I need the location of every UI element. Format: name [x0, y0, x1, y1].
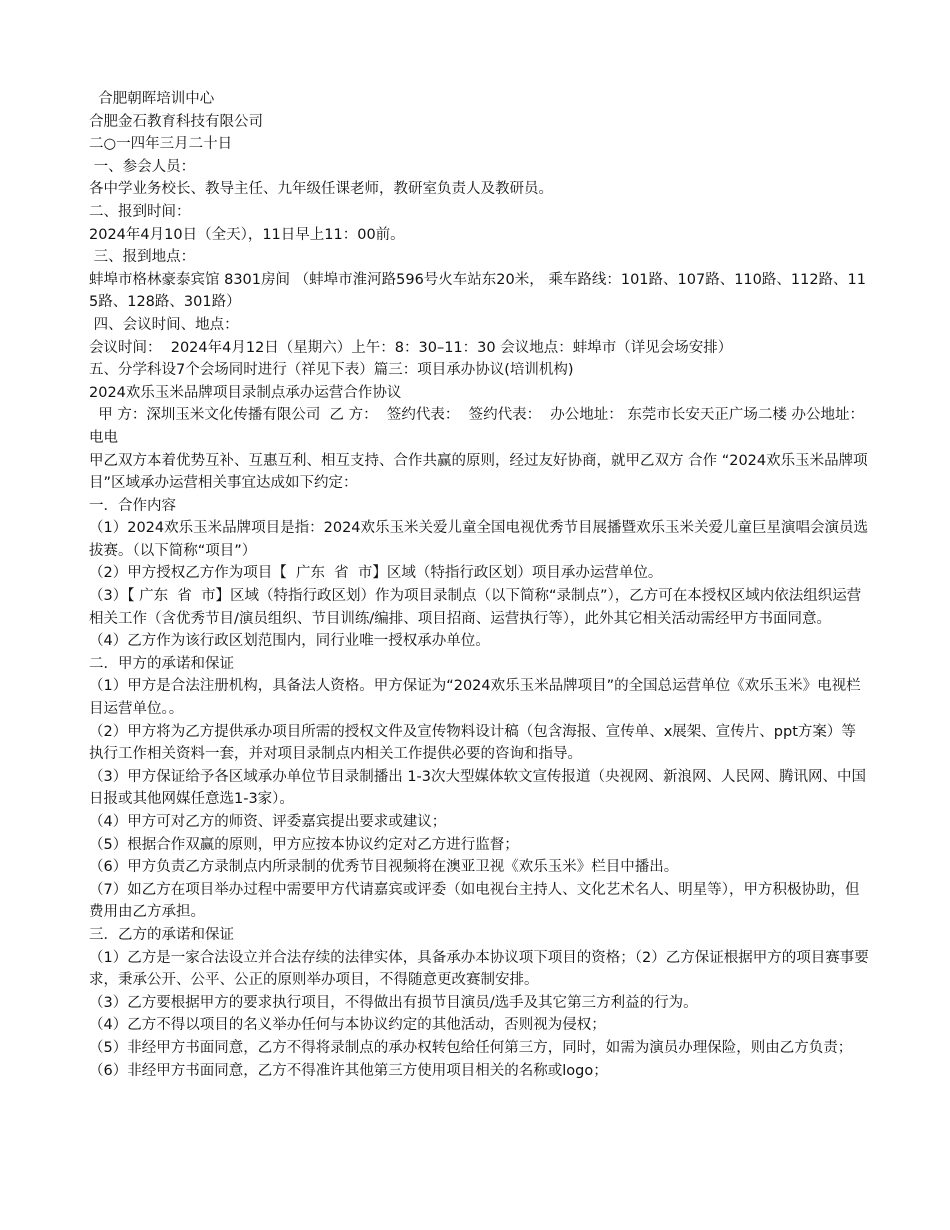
- section-heading: 一、参会人员：: [89, 158, 196, 175]
- clause-heading: 三．乙方的承诺和保证: [89, 926, 234, 943]
- paragraph: 甲乙双方本着优势互补、互惠互利、相互支持、合作共赢的原则，经过友好协商，就甲乙双方 合作 “2024欢乐玉米品牌项目”区域承办运营相关事宜达成如下约定：: [89, 452, 868, 492]
- document-body: [89, 88, 869, 1082]
- paragraph: 会议时间： 2024年4月12日（星期六）上午：8：30–11：30 会议地点：蚌埠市（详见会场安排）: [89, 339, 733, 356]
- clause-item: （1）2024欢乐玉米品牌项目是指：2024欢乐玉米关爱儿童全国电视优秀节目展播暨欢乐玉米关爱儿童巨星演唱会演员选拔赛。（以下简称“项目”）: [89, 520, 869, 559]
- parties-line: 甲 方：深圳玉米文化传播有限公司 乙 方： 签约代表： 签约代表： 办公地址： 东莞市长安天正广场二楼 办公地址：电电: [89, 407, 865, 446]
- agreement-title: 2024欢乐玉米品牌项目录制点承办运营合作协议: [89, 384, 402, 401]
- clause-item: （1）甲方是合法注册机构，具备法人资格。甲方保证为“2024欢乐玉米品牌项目”的全国总运营单位《欢乐玉米》电视栏目运营单位。。: [89, 678, 861, 718]
- clause-item: （1）乙方是一家合法设立并合法存续的法律实体，具备承办本协议项下项目的资格；（2）乙方保证根据甲方的项目赛事要求，秉承公开、公平、公正的原则举办项目，不得随意更改赛制安排。: [89, 949, 869, 989]
- section-heading: 二、报到时间：: [89, 203, 191, 220]
- clause-item: （3）乙方要根据甲方的要求执行项目，不得做出有损节目演员/选手及其它第三方利益的行为。: [89, 994, 698, 1011]
- clause-item: （5）根据合作双赢的原则，甲方应按本协议约定对乙方进行监督；: [89, 836, 519, 853]
- section-heading: 四、会议时间、地点：: [89, 316, 239, 333]
- clause-item: （6）甲方负责乙方录制点内所录制的优秀节目视频将在澳亚卫视《欢乐玉米》栏目中播出。: [89, 859, 679, 876]
- clause-item: （4）乙方不得以项目的名义举办任何与本协议约定的其他活动，否则视为侵权；: [89, 1017, 606, 1034]
- section-heading: 五、分学科设7个会场同时进行（祥见下表）篇三：项目承办协议(培训机构): [89, 362, 574, 379]
- clause-item: （6）非经甲方书面同意，乙方不得准许其他第三方使用项目相关的名称或logo；: [89, 1062, 608, 1079]
- paragraph: 各中学业务校长、教导主任、九年级任课老师，教研室负责人及教研员。: [89, 181, 553, 198]
- clause-item: （2）甲方授权乙方作为项目【 广东 省 市】区域（特指行政区划）项目承办运营单位。: [89, 565, 663, 582]
- clause-item: （2）甲方将为乙方提供承办项目所需的授权文件及宣传物料设计稿（包含海报、宣传单、x展架、宣传片、ppt方案）等执行工作相关资料一套，并对项目录制点内相关工作提供必要的咨询和指导。: [89, 723, 856, 763]
- clause-item: （3）【 广东 省 市】区域（特指行政区划）作为项目录制点（以下简称“录制点”），乙方可在本授权区域内依法组织运营相关工作（含优秀节目/演员组织、节目训练/编排、项目招商、运营执行等），此外其它相关活动需经甲方书面同意。: [89, 588, 862, 627]
- company-name-line: 合肥金石教育科技有限公司: [89, 113, 263, 130]
- clause-item: （4）乙方作为该行政区划范围内，同行业唯一授权承办单位。: [89, 633, 490, 650]
- org-name-line: 合肥朝晖培训中心: [89, 91, 215, 107]
- section-heading: 三、报到地点：: [89, 249, 196, 266]
- paragraph: 蚌埠市格林豪泰宾馆 8301房间 （蚌埠市淮河路596号火车站东20米， 乘车路线：101路、107路、110路、112路、115路、128路、301路）: [89, 271, 867, 311]
- clause-item: （3）甲方保证给予各区域承办单位节目录制播出 1-3次大型媒体软文宣传报道（央视网、新浪网、人民网、腾讯网、中国日报或其他网媒任意选1-3家）。: [89, 768, 867, 808]
- date-line: 二○一四年三月二十日: [89, 136, 233, 153]
- paragraph: 2024年4月10日（全天），11日早上11：00前。: [89, 226, 405, 243]
- clause-item: （5）非经甲方书面同意，乙方不得将录制点的承办权转包给任何第三方，同时，如需为演员办理保险，则由乙方负责；: [89, 1039, 853, 1056]
- clause-heading: 一．合作内容: [89, 497, 176, 514]
- clause-heading: 二．甲方的承诺和保证: [89, 655, 234, 672]
- clause-item: （7）如乙方在项目举办过程中需要甲方代请嘉宾或评委（如电视台主持人、文化艺术名人、明星等），甲方积极协助，但费用由乙方承担。: [89, 881, 860, 921]
- clause-item: （4）甲方可对乙方的师资、评委嘉宾提出要求或建议；: [89, 814, 447, 830]
